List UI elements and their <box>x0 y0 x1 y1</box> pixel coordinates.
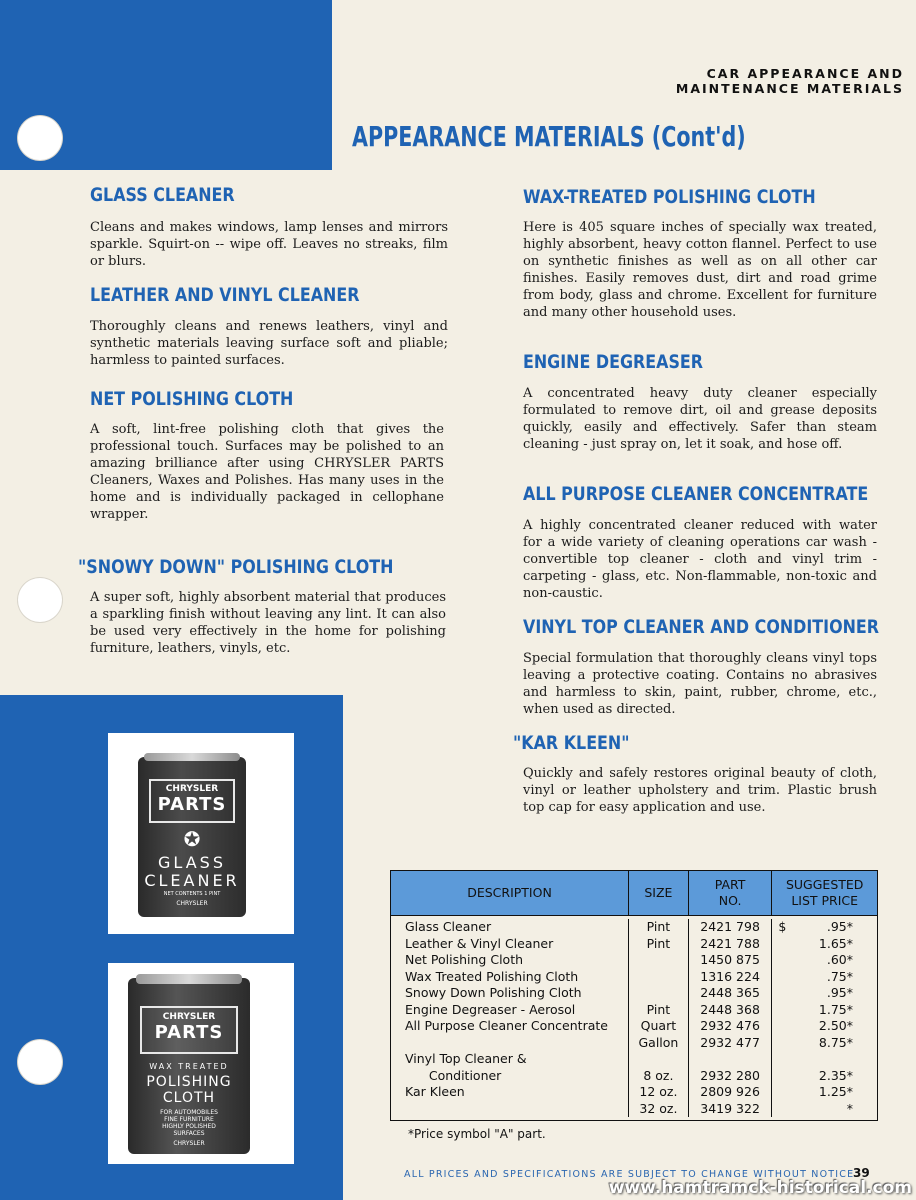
footer-disclaimer: ALL PRICES AND SPECIFICATIONS ARE SUBJECT TO CHANGE WITHOUT NOTICE <box>404 1169 855 1180</box>
can1-small-text: NET CONTENTS 1 PINT <box>163 891 221 897</box>
row-price <box>778 1051 877 1068</box>
can2-small1: FOR AUTOMOBILES <box>160 1109 218 1116</box>
body-net-polishing-cloth: A soft, lint-free polishing cloth that gives the professional touch. Surfaces may be polished to an amazing brilliance after using CHRYSLER PARTS Cleaners, Waxes and Polishes. Has many uses in the home and is individually packaged in cellophane wrapper. <box>90 422 444 522</box>
row-part-no: 3419 322 <box>700 1100 760 1116</box>
row-price-value: .95* <box>826 985 853 1000</box>
header-part-no-line2: NO. <box>718 893 742 908</box>
header-list-price <box>771 871 877 915</box>
row-price-value: .95* <box>826 919 853 934</box>
body-snowy-down-cloth: A super soft, highly absorbent material that produces a sparkling finish without leaving any lint. It can also be used very effectively in the home for polishing furniture, leathers, vinyls, etc. <box>90 590 446 656</box>
body-leather-vinyl-cleaner: Thoroughly cleans and renews leathers, vinyl and synthetic materials leaving surface soft and pliable; harmless to painted surfaces. <box>90 319 448 368</box>
row-description: Snowy Down Polishing Cloth <box>405 985 582 1000</box>
heading-vinyl-top-cleaner: VINYL TOP CLEANER AND CONDITIONER <box>523 617 880 638</box>
header-part-no-line1: PART <box>714 877 746 892</box>
row-price-value: .75* <box>826 968 853 984</box>
row-price-value: 8.75* <box>818 1034 853 1050</box>
binder-hole-bottom <box>18 1040 62 1084</box>
row-description: All Purpose Cleaner Concentrate <box>405 1018 608 1033</box>
heading-glass-cleaner: GLASS CLEANER <box>90 185 235 206</box>
row-size <box>629 952 688 969</box>
row-size: Pint <box>646 935 671 951</box>
section-label <box>676 66 904 96</box>
can2-sub: WAX TREATED <box>149 1062 229 1071</box>
row-description: Vinyl Top Cleaner & <box>405 1051 527 1066</box>
page-title: APPEARANCE MATERIALS (Cont'd) <box>352 120 746 153</box>
row-price <box>778 985 877 1002</box>
column-description <box>391 919 628 1117</box>
row-part-no: 2448 368 <box>700 1001 760 1017</box>
header-list-price-line1: SUGGESTED <box>785 877 864 892</box>
binder-hole-middle <box>18 578 62 622</box>
body-engine-degreaser: A concentrated heavy duty cleaner especially formulated to remove dirt, oil and grease deposits quickly, easily and effectively. Safer than steam cleaning - just spray on, let it soak, and hose off. <box>523 386 877 452</box>
row-size <box>629 969 688 986</box>
price-table <box>390 870 878 1121</box>
can2-small3: HIGHLY POLISHED <box>162 1123 216 1130</box>
row-price-currency: $ <box>778 919 787 934</box>
can2-name-line1: POLISHING <box>146 1074 232 1090</box>
can2-brand-line2: PARTS <box>154 1022 224 1043</box>
price-footnote: *Price symbol "A" part. <box>408 1127 546 1141</box>
can1-name-line2: CLEANER <box>144 871 240 890</box>
can1-brand-line2: PARTS <box>157 794 227 815</box>
row-price-value: 2.50* <box>818 1018 853 1033</box>
body-glass-cleaner: Cleans and makes windows, lamp lenses and mirrors sparkle. Squirt-on -- wipe off. Leaves no streaks, film or blurs. <box>90 220 448 269</box>
heading-all-purpose-cleaner: ALL PURPOSE CLEANER CONCENTRATE <box>523 484 869 505</box>
can2-brand-line1: CHRYSLER <box>162 1012 216 1022</box>
row-part-no: 2421 788 <box>700 935 760 951</box>
row-size: 8 oz. <box>643 1067 674 1083</box>
heading-kar-kleen: "KAR KLEEN" <box>513 733 630 754</box>
table-header <box>391 871 877 916</box>
can2-small4: SURFACES <box>173 1130 205 1137</box>
row-size <box>629 985 688 1002</box>
row-part-no <box>689 1051 772 1068</box>
column-list-price <box>771 919 877 1117</box>
column-size <box>628 919 688 1117</box>
table-body <box>391 916 877 1120</box>
row-description: Net Polishing Cloth <box>405 952 524 967</box>
row-part-no: 2932 280 <box>700 1067 760 1083</box>
heading-net-polishing-cloth: NET POLISHING CLOTH <box>90 389 294 410</box>
row-price <box>778 952 877 969</box>
glass-cleaner-can-image <box>138 757 246 917</box>
row-description: Engine Degreaser - Aerosol <box>405 1001 576 1017</box>
row-description <box>405 1101 628 1118</box>
section-label-line1: CAR APPEARANCE AND <box>706 66 904 81</box>
pentastar-icon: ✪ <box>183 827 201 851</box>
heading-leather-vinyl-cleaner: LEATHER AND VINYL CLEANER <box>90 285 360 306</box>
section-label-line2: MAINTENANCE MATERIALS <box>675 81 904 96</box>
row-description: Glass Cleaner <box>405 919 492 934</box>
row-part-no: 2932 477 <box>700 1034 760 1050</box>
column-part-no <box>688 919 772 1117</box>
row-size: 12 oz. <box>639 1084 678 1099</box>
row-price-value: 1.65* <box>818 935 853 951</box>
row-price <box>778 1101 877 1118</box>
binder-hole-top <box>18 116 62 160</box>
body-kar-kleen: Quickly and safely restores original beauty of cloth, vinyl or leather upholstery and trim. Plastic brush top cap for easy application and use. <box>523 766 877 815</box>
header-list-price-line2: LIST PRICE <box>791 893 859 908</box>
row-price-value: .60* <box>826 952 853 967</box>
row-price <box>778 1018 877 1035</box>
row-price <box>778 1035 877 1052</box>
row-price <box>778 1084 877 1101</box>
row-price <box>778 1002 877 1019</box>
header-description: DESCRIPTION <box>467 885 552 900</box>
can2-name-line2: CLOTH <box>162 1090 216 1106</box>
row-part-no: 1316 224 <box>700 968 760 984</box>
can1-maker: CHRYSLER <box>176 900 208 907</box>
row-size: 32 oz. <box>639 1100 678 1116</box>
row-description: Wax Treated Polishing Cloth <box>405 968 579 984</box>
row-size: Pint <box>646 919 671 934</box>
row-price-value: * <box>846 1100 853 1116</box>
page-number: 39 <box>853 1166 870 1180</box>
heading-engine-degreaser: ENGINE DEGREASER <box>523 352 704 373</box>
body-wax-treated-cloth: Here is 405 square inches of specially wax treated, highly absorbent, heavy cotton flannel. Perfect to use on synthetic finishes as well as on all other car finishes. Easily removes dust, dirt and road grime from body, glass and chrome. Excellent for furniture and many other household uses. <box>523 220 877 320</box>
row-part-no: 2448 365 <box>700 985 760 1000</box>
row-description: Conditioner <box>405 1067 502 1083</box>
row-size: Pint <box>646 1001 671 1017</box>
row-price-value: 2.35* <box>818 1067 853 1083</box>
header-size: SIZE <box>628 871 688 915</box>
header-part-no <box>688 871 772 915</box>
website-watermark: www.hamtramck-historical.com <box>608 1178 912 1198</box>
row-description <box>405 1035 628 1052</box>
row-part-no: 2932 476 <box>700 1018 760 1033</box>
row-price-value: 1.25* <box>818 1084 853 1099</box>
row-description: Leather & Vinyl Cleaner <box>405 935 554 951</box>
can2-maker: CHRYSLER <box>173 1140 205 1147</box>
row-price-value: 1.75* <box>818 1001 853 1017</box>
row-size: Quart <box>640 1018 677 1033</box>
row-size <box>629 1051 688 1068</box>
can1-brand-line1: CHRYSLER <box>165 784 219 794</box>
row-price <box>778 919 877 936</box>
polishing-cloth-box-image <box>128 978 250 1154</box>
row-part-no: 2421 798 <box>700 919 760 934</box>
can1-name-line1: GLASS <box>158 853 226 872</box>
body-all-purpose-cleaner: A highly concentrated cleaner reduced with water for a wide variety of cleaning operations car wash - convertible top cleaner - cloth and vinyl trim - carpeting - glass, etc. Non-flammable, non-toxic and non-caustic. <box>523 518 877 601</box>
row-price <box>778 1068 877 1085</box>
row-part-no: 2809 926 <box>700 1084 760 1099</box>
row-part-no: 1450 875 <box>700 952 760 967</box>
can2-small2: FINE FURNITURE <box>164 1116 214 1123</box>
heading-wax-treated-cloth: WAX-TREATED POLISHING CLOTH <box>523 187 816 208</box>
heading-snowy-down-cloth: "SNOWY DOWN" POLISHING CLOTH <box>78 557 394 578</box>
row-price <box>778 969 877 986</box>
body-vinyl-top-cleaner: Special formulation that thoroughly cleans vinyl tops leaving a protective coating. Contains no abrasives and harmless to skin, paint, rubber, chrome, etc., when used as directed. <box>523 651 877 717</box>
row-size: Gallon <box>638 1034 679 1050</box>
row-price <box>778 936 877 953</box>
row-description: Kar Kleen <box>405 1084 465 1099</box>
